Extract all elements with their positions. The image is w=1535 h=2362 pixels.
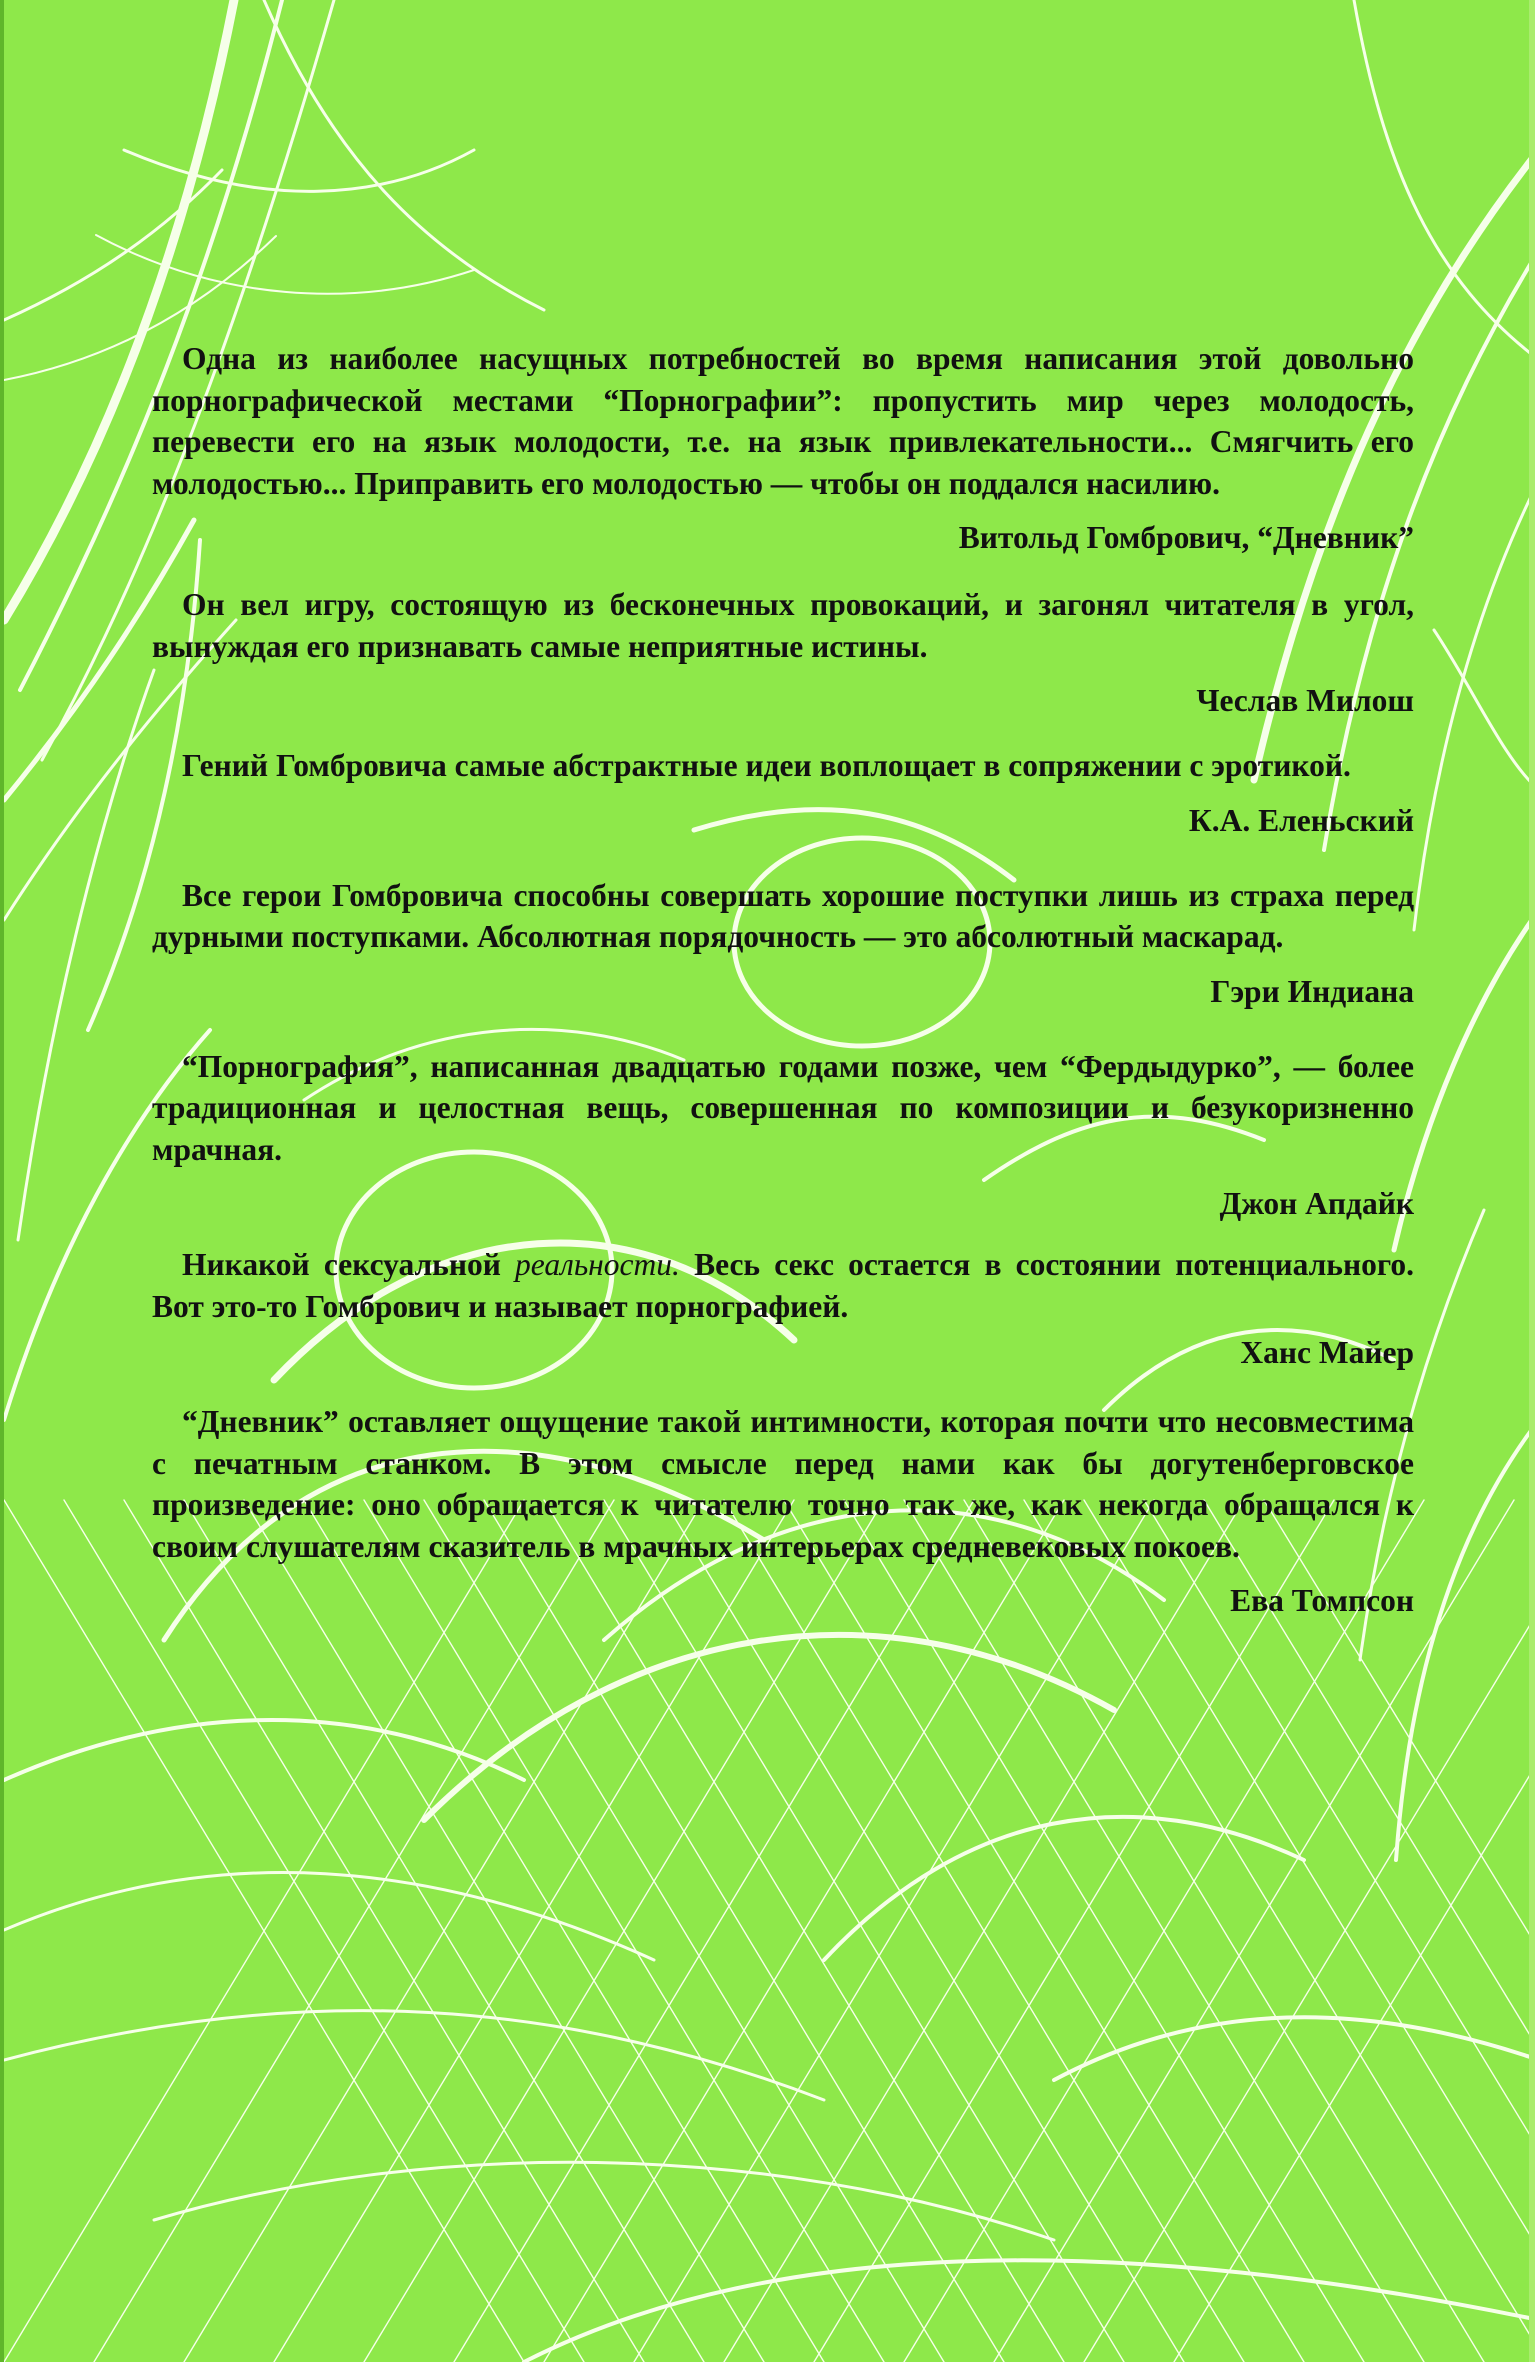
quote-mayer: [152, 1244, 1414, 1327]
quote-mayer-end: Весь секс остается в состоянии потенциального. Вот это-то Гомбрович и называет порнографией.: [152, 1247, 1414, 1324]
author-indiana: Гэри Индиана: [1210, 973, 1414, 1009]
quote-mayer-start: Никакой сексуальной: [182, 1247, 516, 1282]
author-thompson: Ева Томпсон: [1230, 1583, 1414, 1618]
author-updike: Джон Апдайк: [1219, 1186, 1414, 1221]
quote-mayer-italic: реальности.: [515, 1247, 680, 1282]
author-mayer: Ханс Майер: [1240, 1335, 1414, 1370]
quote-indiana: Все герои Гомбровича способны совершать хорошие поступки лишь из страха перед дурными поступками. Абсолютная порядочность — это абсолютный маскарад.: [152, 877, 1414, 954]
author-gombrowicz: Витольд Гомбрович, “Дневник”: [958, 520, 1414, 555]
quotes-column: [152, 338, 1414, 1651]
author-milosz: Чеслав Милош: [1196, 683, 1414, 718]
author-jelenski: К.А. Еленьский: [1188, 802, 1414, 838]
quote-thompson: “Дневник” оставляет ощущение такой интимности, которая почти что несовместима с печатным станком. В этом смысле перед нами как бы догутенберговское произведение: оно обращается к читателю точно так же, как некогда обращался к своим слушателям сказитель в мрачных интерьерах средневековых покоев.: [152, 1404, 1414, 1564]
quote-gombrowicz: Одна из наиболее насущных потребностей во время написания этой довольно порнографической местами “Порнографии”: пропустить мир через молодость, перевести его на язык молодости, т.е. на язык привлекательности... Смягчить его молодостью... Приправить его молодостью — чтобы он поддался насилию.: [152, 341, 1414, 501]
quote-jelenski: Гений Гомбровича самые абстрактные идеи воплощает в сопряжении с эротикой.: [182, 748, 1351, 783]
quote-milosz: Он вел игру, состоящую из бесконечных провокаций, и загонял читателя в угол, вынуждая его признавать самые неприятные истины.: [152, 587, 1414, 664]
quote-updike: “Порнография”, написанная двадцатью годами позже, чем “Фердыдурко”, — более традиционная и целостная вещь, совершенная по композиции и безукоризненно мрачная.: [152, 1048, 1414, 1167]
